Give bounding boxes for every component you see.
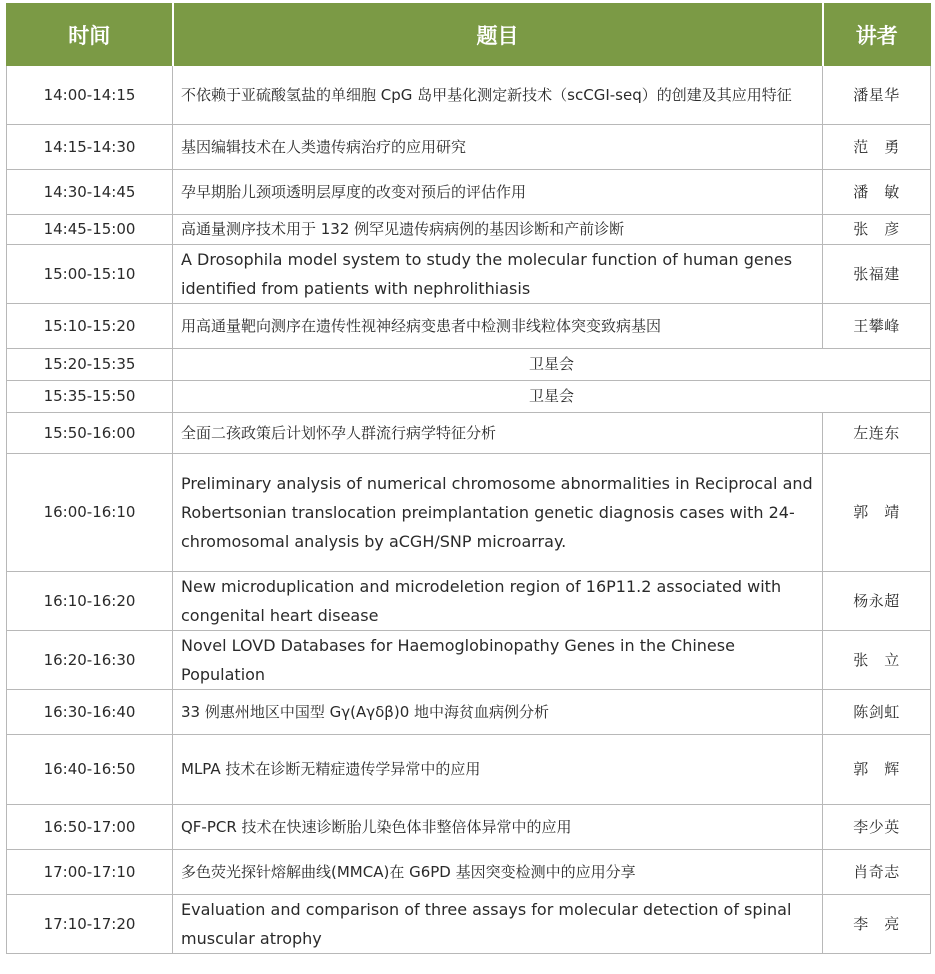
row-topic: New microduplication and microdeletion region of 16P11.2 associated with congenital heart disease — [173, 572, 823, 631]
row-speaker: 陈剑虹 — [823, 690, 931, 735]
table-row — [7, 245, 931, 304]
header-speaker: 讲者 — [823, 4, 931, 66]
satellite-session: 卫星会 — [173, 381, 931, 413]
row-time: 15:50-16:00 — [7, 413, 173, 454]
table-row — [7, 895, 931, 954]
row-time: 15:00-15:10 — [7, 245, 173, 304]
row-time: 17:10-17:20 — [7, 895, 173, 954]
row-topic: 基因编辑技术在人类遗传病治疗的应用研究 — [173, 125, 823, 170]
row-speaker: 范 勇 — [823, 125, 931, 170]
row-topic: 33 例惠州地区中国型 Gγ(Aγδβ)0 地中海贫血病例分析 — [173, 690, 823, 735]
table-row — [7, 215, 931, 245]
row-time: 15:20-15:35 — [7, 349, 173, 381]
row-speaker: 肖奇志 — [823, 850, 931, 895]
row-topic: 孕早期胎儿颈项透明层厚度的改变对预后的评估作用 — [173, 170, 823, 215]
table-row — [7, 454, 931, 572]
row-speaker: 李 亮 — [823, 895, 931, 954]
row-time: 14:00-14:15 — [7, 66, 173, 125]
row-speaker: 张 立 — [823, 631, 931, 690]
row-speaker: 郭 辉 — [823, 735, 931, 805]
table-row — [7, 170, 931, 215]
row-time: 17:00-17:10 — [7, 850, 173, 895]
row-topic: A Drosophila model system to study the molecular function of human genes identified from patients with nephrolithiasis — [173, 245, 823, 304]
row-time: 14:30-14:45 — [7, 170, 173, 215]
row-topic: 用高通量靶向测序在遗传性视神经病变患者中检测非线粒体突变致病基因 — [173, 304, 823, 349]
row-time: 16:10-16:20 — [7, 572, 173, 631]
table-row — [7, 805, 931, 850]
table-row — [7, 66, 931, 125]
row-time: 16:20-16:30 — [7, 631, 173, 690]
schedule-table — [6, 3, 931, 954]
row-speaker: 王攀峰 — [823, 304, 931, 349]
row-topic: 全面二孩政策后计划怀孕人群流行病学特征分析 — [173, 413, 823, 454]
row-time: 14:45-15:00 — [7, 215, 173, 245]
table-row — [7, 125, 931, 170]
row-time: 16:40-16:50 — [7, 735, 173, 805]
table-row — [7, 690, 931, 735]
row-speaker: 潘 敏 — [823, 170, 931, 215]
row-speaker: 张福建 — [823, 245, 931, 304]
row-time: 15:10-15:20 — [7, 304, 173, 349]
table-row — [7, 304, 931, 349]
table-row — [7, 631, 931, 690]
table-row — [7, 381, 931, 413]
row-time: 16:00-16:10 — [7, 454, 173, 572]
row-topic: MLPA 技术在诊断无精症遗传学异常中的应用 — [173, 735, 823, 805]
row-topic: 不依赖于亚硫酸氢盐的单细胞 CpG 岛甲基化测定新技术（scCGI-seq）的创建及其应用特征 — [173, 66, 823, 125]
header-row — [7, 4, 931, 66]
table-row — [7, 413, 931, 454]
row-speaker: 郭 靖 — [823, 454, 931, 572]
table-row — [7, 572, 931, 631]
row-topic: 高通量测序技术用于 132 例罕见遗传病病例的基因诊断和产前诊断 — [173, 215, 823, 245]
row-time: 16:30-16:40 — [7, 690, 173, 735]
row-topic: Evaluation and comparison of three assays for molecular detection of spinal muscular atrophy — [173, 895, 823, 954]
header-topic: 题目 — [173, 4, 823, 66]
table-row — [7, 349, 931, 381]
row-speaker: 张 彦 — [823, 215, 931, 245]
row-topic: 多色荧光探针熔解曲线(MMCA)在 G6PD 基因突变检测中的应用分享 — [173, 850, 823, 895]
row-topic: Preliminary analysis of numerical chromosome abnormalities in Reciprocal and Robertsonian translocation preimplantation genetic diagnosis cases with 24-chromosomal analysis by aCGH/SNP microarray. — [173, 454, 823, 572]
row-topic: QF-PCR 技术在快速诊断胎儿染色体非整倍体异常中的应用 — [173, 805, 823, 850]
row-speaker: 左连东 — [823, 413, 931, 454]
row-topic: Novel LOVD Databases for Haemoglobinopathy Genes in the Chinese Population — [173, 631, 823, 690]
row-time: 14:15-14:30 — [7, 125, 173, 170]
row-speaker: 李少英 — [823, 805, 931, 850]
table-row — [7, 735, 931, 805]
table-row — [7, 850, 931, 895]
satellite-session: 卫星会 — [173, 349, 931, 381]
row-speaker: 杨永超 — [823, 572, 931, 631]
row-speaker: 潘星华 — [823, 66, 931, 125]
row-time: 16:50-17:00 — [7, 805, 173, 850]
row-time: 15:35-15:50 — [7, 381, 173, 413]
header-time: 时间 — [7, 4, 173, 66]
